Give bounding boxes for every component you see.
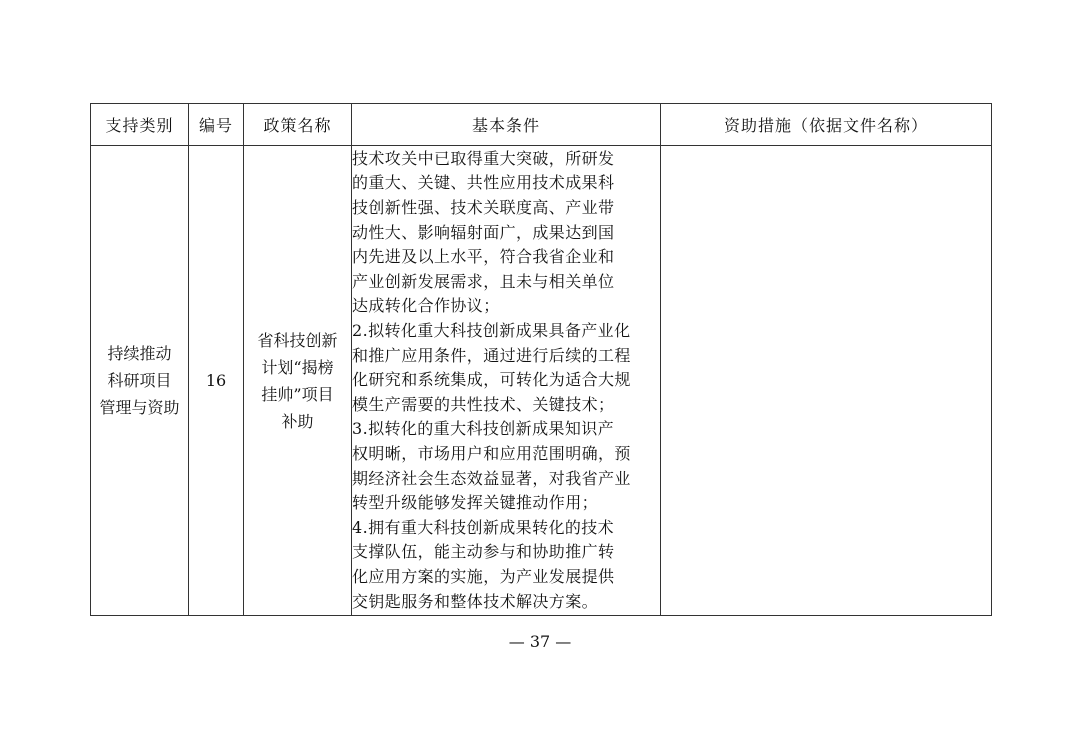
condition-line: 期经济社会生态效益显著，对我省产业 [352, 468, 631, 488]
support-category-cell [91, 146, 189, 616]
condition-line: 内先进及以上水平，符合我省企业和 [352, 247, 615, 267]
header-policy-name: 政策名称 [244, 104, 352, 146]
condition-line: 技创新性强、技术关联度高、产业带 [352, 198, 615, 218]
condition-line: 化应用方案的实施，为产业发展提供 [352, 566, 615, 586]
condition-line: 3.拟转化的重大科技创新成果知识产 [352, 419, 615, 439]
policy-name-cell [244, 146, 352, 616]
condition-line: 产业创新发展需求，且未与相关单位 [352, 271, 615, 291]
condition-line: 权明晰，市场用户和应用范围明确，预 [352, 443, 631, 463]
page-number: — 37 — [508, 632, 572, 651]
category-line: 管理与资助 [99, 398, 180, 417]
policy-name-line: 补助 [281, 411, 314, 431]
condition-line: 动性大、影响辐射面广，成果达到国 [352, 222, 615, 242]
condition-line: 模生产需要的共性技术、关键技术； [352, 394, 615, 414]
condition-line: 4.拥有重大科技创新成果转化的技术 [352, 517, 615, 537]
policy-name-line: 省科技创新 [257, 330, 338, 350]
condition-line: 转型升级能够发挥关键推动作用； [352, 493, 599, 513]
condition-line: 化研究和系统集成，可转化为适合大规 [352, 370, 631, 390]
condition-line: 的重大、关键、共性应用技术成果科 [352, 173, 615, 193]
number-cell: 16 [189, 146, 244, 616]
header-basic-conditions: 基本条件 [352, 104, 661, 146]
table-header-row [91, 104, 992, 146]
funding-measures-cell [661, 146, 992, 616]
condition-line: 支撑队伍，能主动参与和协助推广转 [352, 542, 615, 562]
category-line: 科研项目 [107, 371, 172, 390]
condition-line: 技术攻关中已取得重大突破，所研发 [352, 148, 615, 168]
category-line: 持续推动 [107, 344, 172, 363]
policy-table [90, 103, 992, 616]
header-number: 编号 [189, 104, 244, 146]
condition-line: 和推广应用条件，通过进行后续的工程 [352, 345, 631, 365]
condition-line: 达成转化合作协议； [352, 296, 500, 316]
policy-name-line: 计划“揭榜 [261, 357, 334, 377]
condition-line: 2.拟转化重大科技创新成果具备产业化 [352, 321, 631, 341]
header-support-category: 支持类别 [91, 104, 189, 146]
table-row [91, 146, 992, 616]
basic-conditions-cell [352, 146, 661, 616]
condition-line: 交钥匙服务和整体技术解决方案。 [352, 591, 599, 611]
header-funding-measures: 资助措施（依据文件名称） [661, 104, 992, 146]
policy-name-line: 挂帅”项目 [261, 384, 334, 404]
